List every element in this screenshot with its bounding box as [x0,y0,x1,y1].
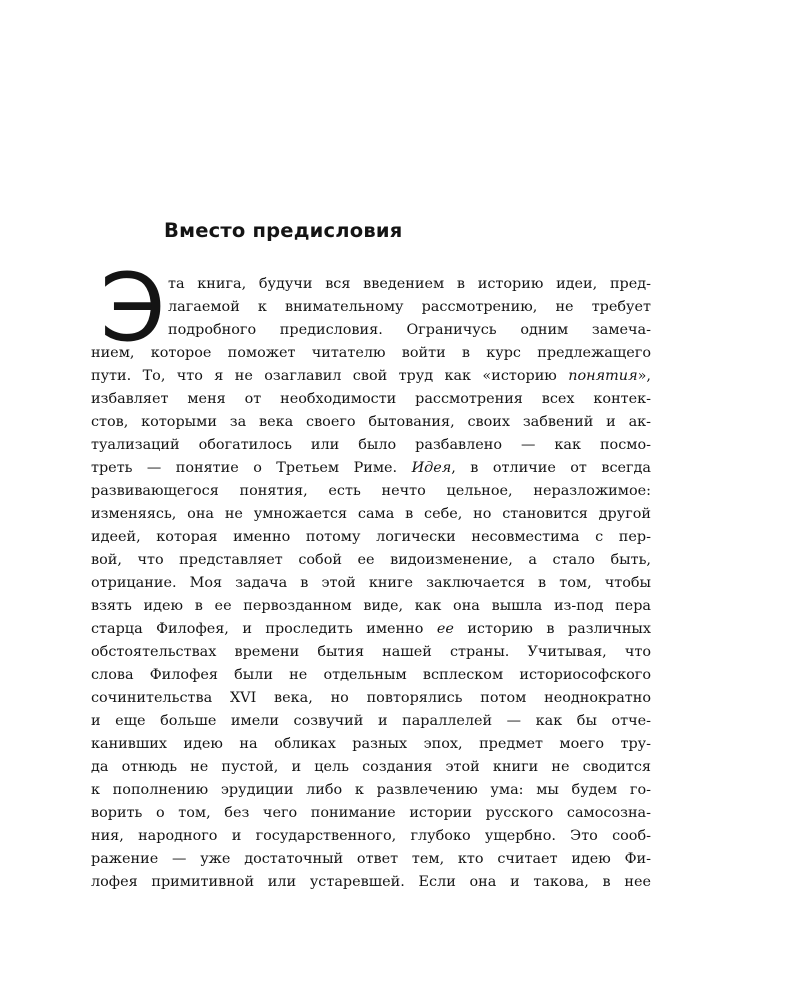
text-line: да отнюдь не пустой, и цель создания этой книги не сводится [91,759,651,775]
text-line: нием, которое поможет читателю войти в курс предлежащего [91,345,651,361]
text-line: взять идею в ее первозданном виде, как она вышла из-под пера [91,598,651,614]
text-line: сочинительства XVI века, но повторялись потом неоднократно [91,690,651,706]
text-line: избавляет меня от необходимости рассмотрения всех контек- [91,391,651,407]
text-line: лагаемой к внимательному рассмотрению, не требует [168,299,651,315]
chapter-title: Вместо предисловия [164,219,403,242]
text-line: треть — понятие о Третьем Риме. Идея, в отличие от всегда [91,460,651,476]
text-line: ражение — уже достаточный ответ тем, кто считает идею Фи- [91,851,651,867]
text-line: туализаций обогатилось или было разбавлено — как посмо- [91,437,651,453]
text-line: развивающегося понятия, есть нечто цельное, неразложимое: [91,483,651,499]
text-line: подробного предисловия. Ограничусь одним замеча- [168,322,651,338]
text-line: вой, что представляет собой ее видоизменение, а стало быть, [91,552,651,568]
text-line: та книга, будучи вся введением в историю идеи, пред- [168,276,651,292]
text-line: идеей, которая именно потому логически несовместима с пер- [91,529,651,545]
text-line: отрицание. Моя задача в этой книге заключается в том, чтобы [91,575,651,591]
text-line: слова Филофея были не отдельным всплеском историософского [91,667,651,683]
text-line: старца Филофея, и проследить именно ее историю в различных [91,621,651,637]
drop-cap-letter: Э [100,254,166,363]
text-line: и еще больше имели созвучий и параллелей — как бы отче- [91,713,651,729]
italic-term: понятия [568,368,638,384]
text-line: обстоятельствах времени бытия нашей страны. Учитывая, что [91,644,651,660]
text-line: лофея примитивной или устаревшей. Если она и такова, в нее [91,874,651,890]
text-line: канивших идею на обликах разных эпох, предмет моего тру- [91,736,651,752]
text-line: к пополнению эрудиции либо к развлечению ума: мы будем го- [91,782,651,798]
text-line: пути. То, что я не озаглавил свой труд как «историю понятия», [91,368,651,384]
text-line: ния, народного и государственного, глубоко ущербно. Это сооб- [91,828,651,844]
italic-term: ее [436,621,454,637]
text-line: ворить о том, без чего понимание истории русского самосозна- [91,805,651,821]
text-line: стов, которыми за века своего бытования, своих забвений и ак- [91,414,651,430]
text-line: изменяясь, она не умножается сама в себе, но становится другой [91,506,651,522]
italic-term: Идея [411,460,452,476]
